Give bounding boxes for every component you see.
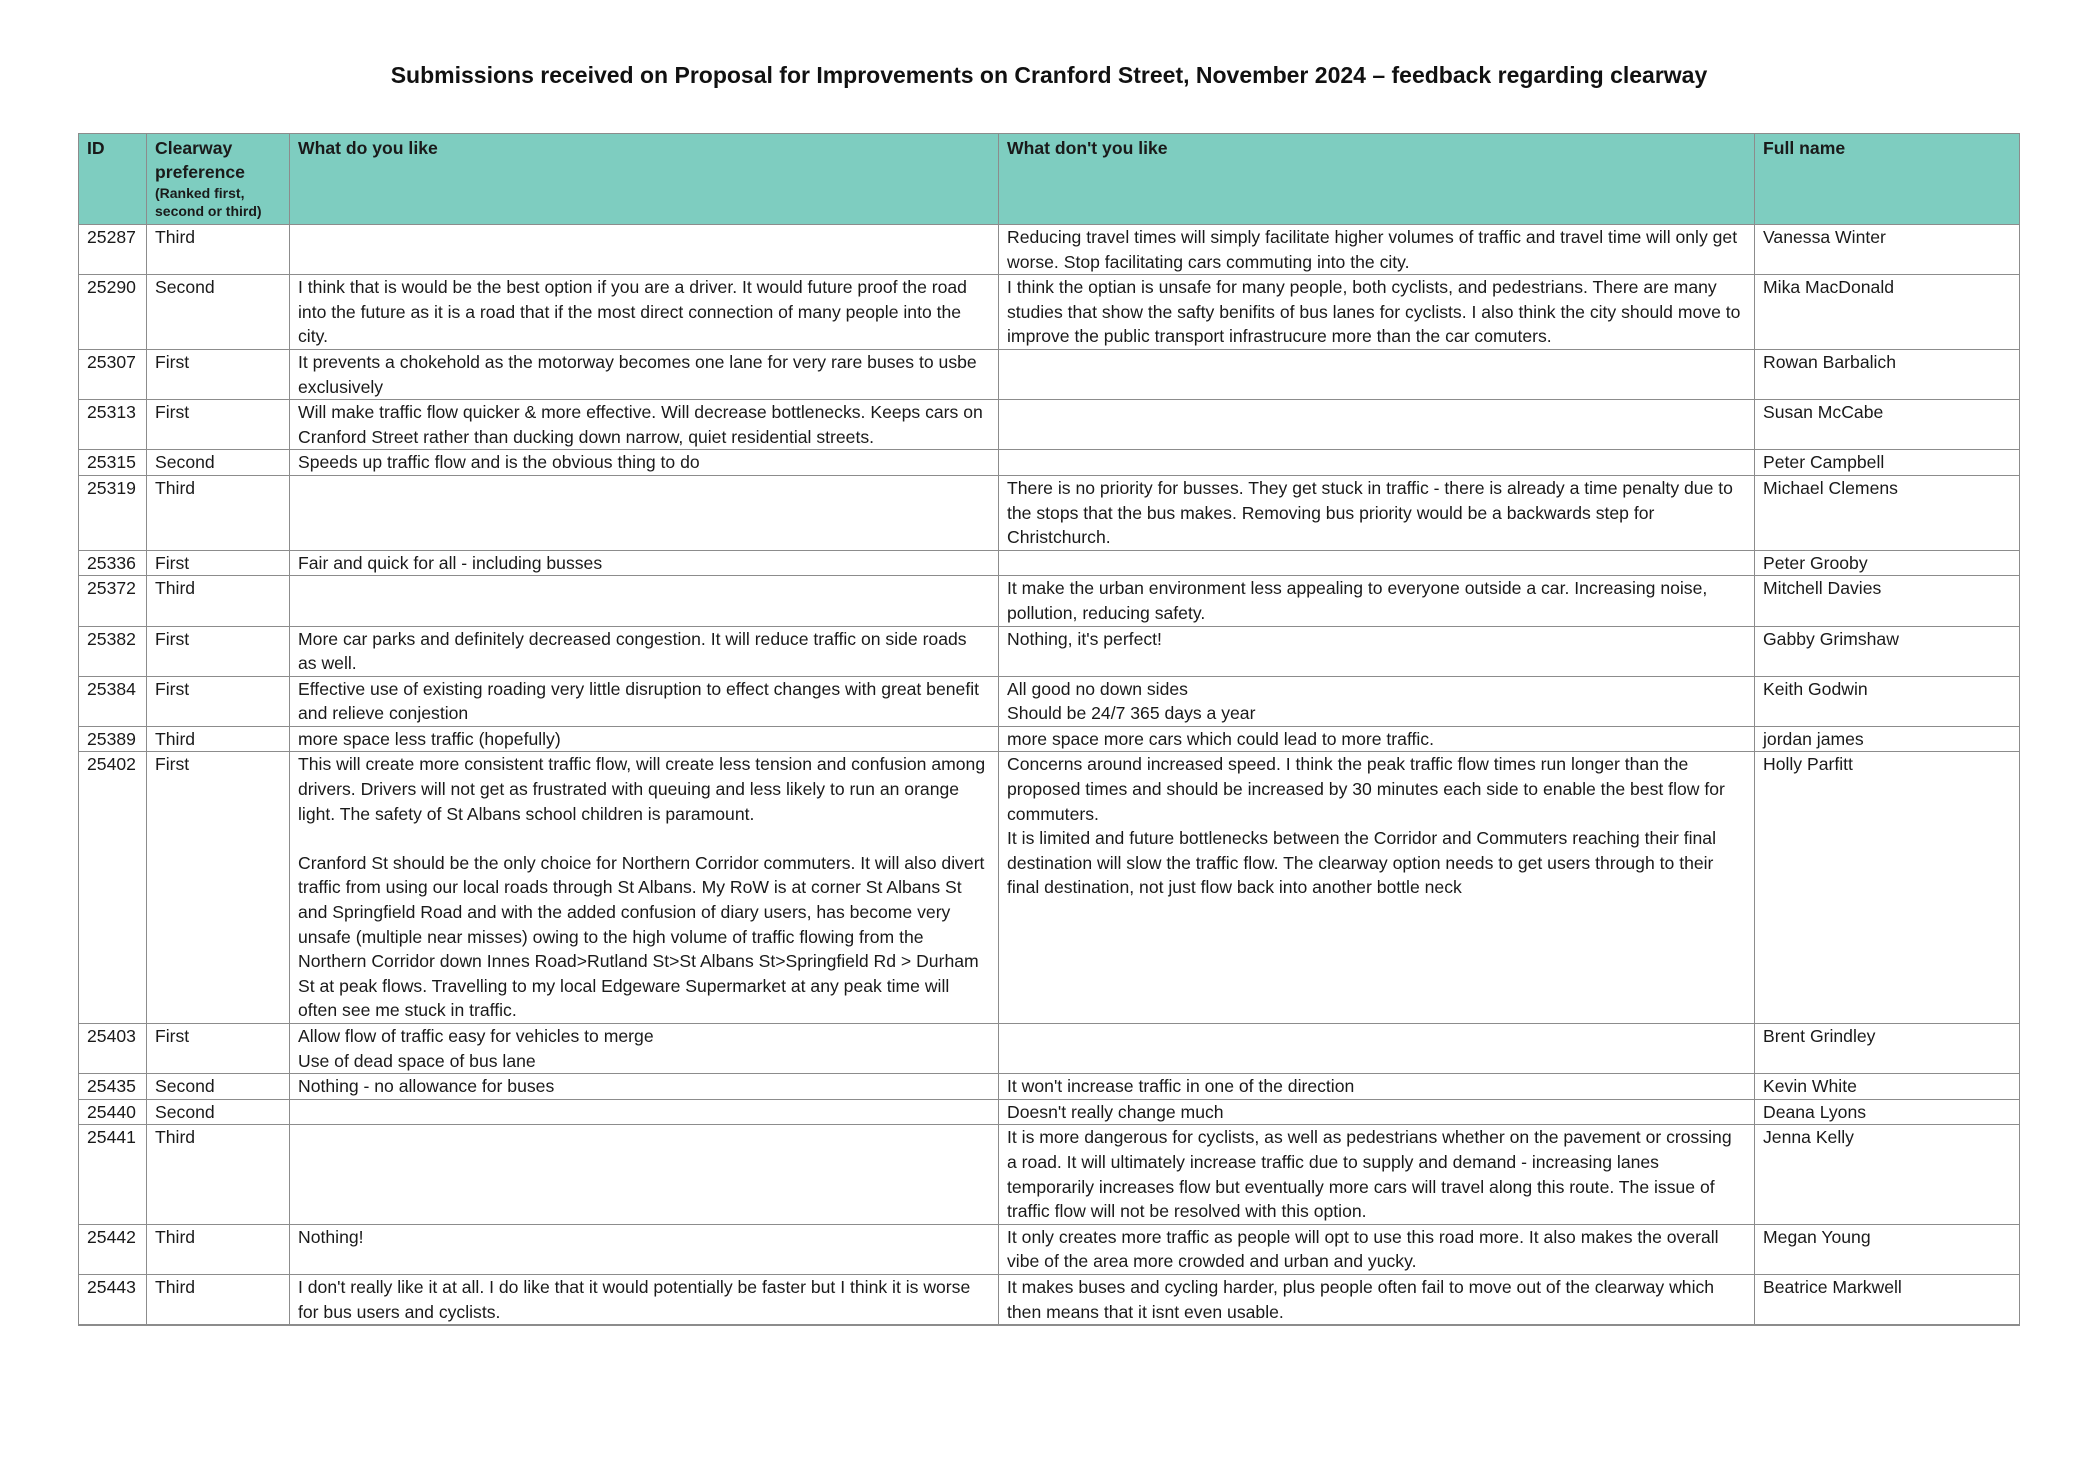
cell-name: Mitchell Davies bbox=[1755, 576, 2020, 626]
table-row bbox=[79, 752, 2020, 1024]
table-row bbox=[79, 1074, 2020, 1100]
cell-preference: First bbox=[147, 752, 290, 1024]
cell-preference: Second bbox=[147, 275, 290, 350]
cell-name: Brent Grindley bbox=[1755, 1024, 2020, 1074]
cell-name: Kevin White bbox=[1755, 1074, 2020, 1100]
table-row bbox=[79, 1024, 2020, 1074]
cell-preference: Third bbox=[147, 1224, 290, 1274]
submissions-table bbox=[78, 133, 2020, 1326]
cell-id: 25435 bbox=[79, 1074, 147, 1100]
cell-like: Fair and quick for all - including busses bbox=[290, 550, 999, 576]
header-preference-note: (Ranked first, second or third) bbox=[155, 185, 262, 219]
cell-preference: Third bbox=[147, 225, 290, 275]
table-row bbox=[79, 1224, 2020, 1274]
table-row bbox=[79, 726, 2020, 752]
cell-dislike bbox=[999, 400, 1755, 450]
table-header-row bbox=[79, 134, 2020, 225]
page-title: Submissions received on Proposal for Improvements on Cranford Street, November 2024 – feedback regarding clearway bbox=[390, 62, 1708, 88]
cell-preference: First bbox=[147, 1024, 290, 1074]
table-row bbox=[79, 275, 2020, 350]
table-row bbox=[79, 576, 2020, 626]
cell-preference: Third bbox=[147, 1125, 290, 1224]
cell-preference: First bbox=[147, 349, 290, 399]
cell-id: 25290 bbox=[79, 275, 147, 350]
header-id: ID bbox=[79, 134, 147, 225]
cell-preference: Third bbox=[147, 576, 290, 626]
cell-id: 25372 bbox=[79, 576, 147, 626]
header-what-you-dont-like: What don't you like bbox=[999, 134, 1755, 225]
cell-name: Michael Clemens bbox=[1755, 475, 2020, 550]
cell-dislike bbox=[999, 1325, 1755, 1326]
cell-like: It prevents a chokehold as the motorway becomes one lane for very rare buses to usbe exclusively bbox=[290, 349, 999, 399]
cell-id: 25441 bbox=[79, 1125, 147, 1224]
cell-id: 25440 bbox=[79, 1099, 147, 1125]
cell-id: 25336 bbox=[79, 550, 147, 576]
cell-id bbox=[79, 1325, 147, 1326]
table-row bbox=[79, 676, 2020, 726]
cell-name: Peter Campbell bbox=[1755, 450, 2020, 476]
cell-id: 25287 bbox=[79, 225, 147, 275]
cell-like: Nothing! bbox=[290, 1224, 999, 1274]
table-row bbox=[79, 1125, 2020, 1224]
cell-preference: First bbox=[147, 400, 290, 450]
cell-dislike: It makes buses and cycling harder, plus people often fail to move out of the clearway which then means that it isnt even usable. bbox=[999, 1274, 1755, 1324]
cell-name: jordan james bbox=[1755, 726, 2020, 752]
cell-like bbox=[290, 1325, 999, 1326]
cell-like: I think that is would be the best option if you are a driver. It would future proof the road into the future as it is a road that if the most direct connection of many people into the city. bbox=[290, 275, 999, 350]
cell-like: More car parks and definitely decreased congestion. It will reduce traffic on side roads as well. bbox=[290, 626, 999, 676]
cell-preference: Third bbox=[147, 1274, 290, 1324]
cell-preference: Second bbox=[147, 1074, 290, 1100]
cell-id: 25443 bbox=[79, 1274, 147, 1324]
cell-name: Mika MacDonald bbox=[1755, 275, 2020, 350]
cell-dislike bbox=[999, 1024, 1755, 1074]
cell-id: 25382 bbox=[79, 626, 147, 676]
cell-like: more space less traffic (hopefully) bbox=[290, 726, 999, 752]
table-row bbox=[79, 400, 2020, 450]
cell-like bbox=[290, 576, 999, 626]
cell-dislike: Doesn't really change much bbox=[999, 1099, 1755, 1125]
cell-name: Peter Grooby bbox=[1755, 550, 2020, 576]
cell-preference bbox=[147, 1325, 290, 1326]
cell-dislike bbox=[999, 450, 1755, 476]
cell-dislike: I think the optian is unsafe for many people, both cyclists, and pedestrians. There are many studies that show the safty benifits of bus lanes for cyclists. I also think the city should move to improve the public transport infrastrucure more than the car comuters. bbox=[999, 275, 1755, 350]
cell-name: Megan Young bbox=[1755, 1224, 2020, 1274]
cell-dislike: Nothing, it's perfect! bbox=[999, 626, 1755, 676]
cell-like: Nothing - no allowance for buses bbox=[290, 1074, 999, 1100]
cell-id: 25313 bbox=[79, 400, 147, 450]
cell-like: Will make traffic flow quicker & more effective. Will decrease bottlenecks. Keeps cars on Cranford Street rather than ducking down narrow, quiet residential streets. bbox=[290, 400, 999, 450]
cell-preference: Third bbox=[147, 726, 290, 752]
cell-id: 25307 bbox=[79, 349, 147, 399]
cell-id: 25315 bbox=[79, 450, 147, 476]
cell-preference: Second bbox=[147, 450, 290, 476]
cell-dislike: Reducing travel times will simply facilitate higher volumes of traffic and travel time will only get worse. Stop facilitating cars commuting into the city. bbox=[999, 225, 1755, 275]
table-row bbox=[79, 626, 2020, 676]
table-row bbox=[79, 450, 2020, 476]
table-row bbox=[79, 550, 2020, 576]
cell-dislike: Concerns around increased speed. I think the peak traffic flow times run longer than the proposed times and should be increased by 30 minutes each side to enable the best flow for commuters. It is limited and future bottlenecks between the Corridor and Commuters reaching their final destination will slow the traffic flow. The clearway option needs to get users through to their final destination, not just flow back into another bottle neck bbox=[999, 752, 1755, 1024]
cell-like: I don't really like it at all. I do like that it would potentially be faster but I think it is worse for bus users and cyclists. bbox=[290, 1274, 999, 1324]
table-row bbox=[79, 475, 2020, 550]
cell-name: Holly Parfitt bbox=[1755, 752, 2020, 1024]
cell-preference: Second bbox=[147, 1099, 290, 1125]
cell-dislike: more space more cars which could lead to more traffic. bbox=[999, 726, 1755, 752]
cell-name: Jenna Kelly bbox=[1755, 1125, 2020, 1224]
cell-dislike bbox=[999, 349, 1755, 399]
header-preference-label: Clearway preference bbox=[155, 138, 245, 182]
cell-like: Effective use of existing roading very little disruption to effect changes with great benefit and relieve conjestion bbox=[290, 676, 999, 726]
cell-name: Beatrice Markwell bbox=[1755, 1274, 2020, 1324]
table-row bbox=[79, 1099, 2020, 1125]
cell-dislike: It won't increase traffic in one of the direction bbox=[999, 1074, 1755, 1100]
cell-dislike: There is no priority for busses. They get stuck in traffic - there is already a time penalty due to the stops that the bus makes. Removing bus priority would be a backwards step for Christchurch. bbox=[999, 475, 1755, 550]
cell-like bbox=[290, 475, 999, 550]
table-body bbox=[79, 225, 2020, 1326]
cell-name: Gabby Grimshaw bbox=[1755, 626, 2020, 676]
cell-id: 25442 bbox=[79, 1224, 147, 1274]
cell-like bbox=[290, 1125, 999, 1224]
cell-like: This will create more consistent traffic flow, will create less tension and confusion among drivers. Drivers will not get as frustrated with queuing and less likely to run an orange light. The safety of St Albans school children is paramount. Cranford St should be the only choice for Northern Corridor commuters. It will also divert traffic from using our local roads through St Albans. My RoW is at corner St Albans St and Springfield Road and with the added confusion of diary users, has become very unsafe (multiple near misses) owing to the high volume of traffic flowing from the Northern Corridor down Innes Road>Rutland St>St Albans St>Springfield Rd > Durham St at peak flows. Travelling to my local Edgeware Supermarket at any peak time will often see me stuck in traffic. bbox=[290, 752, 999, 1024]
table-row bbox=[79, 225, 2020, 275]
cell-preference: First bbox=[147, 626, 290, 676]
cell-id: 25402 bbox=[79, 752, 147, 1024]
cell-name: Rowan Barbalich bbox=[1755, 349, 2020, 399]
header-clearway-preference bbox=[147, 134, 290, 225]
cell-dislike: It only creates more traffic as people will opt to use this road more. It also makes the overall vibe of the area more crowded and urban and yucky. bbox=[999, 1224, 1755, 1274]
cell-id: 25384 bbox=[79, 676, 147, 726]
cell-name: Keith Godwin bbox=[1755, 676, 2020, 726]
cell-like bbox=[290, 1099, 999, 1125]
table-row bbox=[79, 1325, 2020, 1326]
cell-like bbox=[290, 225, 999, 275]
cell-preference: First bbox=[147, 676, 290, 726]
cell-id: 25319 bbox=[79, 475, 147, 550]
header-full-name: Full name bbox=[1755, 134, 2020, 225]
cell-name bbox=[1755, 1325, 2020, 1326]
cell-preference: First bbox=[147, 550, 290, 576]
cell-name: Susan McCabe bbox=[1755, 400, 2020, 450]
cell-like: Speeds up traffic flow and is the obvious thing to do bbox=[290, 450, 999, 476]
cell-dislike: All good no down sides Should be 24/7 365 days a year bbox=[999, 676, 1755, 726]
cell-id: 25389 bbox=[79, 726, 147, 752]
cell-preference: Third bbox=[147, 475, 290, 550]
header-what-you-like: What do you like bbox=[290, 134, 999, 225]
cell-name: Vanessa Winter bbox=[1755, 225, 2020, 275]
table-row bbox=[79, 349, 2020, 399]
cell-dislike: It is more dangerous for cyclists, as well as pedestrians whether on the pavement or crossing a road. It will ultimately increase traffic due to supply and demand - increasing lanes temporarily increases flow but eventually more cars will travel along this route. The issue of traffic flow will not be resolved with this option. bbox=[999, 1125, 1755, 1224]
cell-dislike bbox=[999, 550, 1755, 576]
cell-name: Deana Lyons bbox=[1755, 1099, 2020, 1125]
cell-like: Allow flow of traffic easy for vehicles to merge Use of dead space of bus lane bbox=[290, 1024, 999, 1074]
cell-dislike: It make the urban environment less appealing to everyone outside a car. Increasing noise, pollution, reducing safety. bbox=[999, 576, 1755, 626]
table-row bbox=[79, 1274, 2020, 1324]
cell-id: 25403 bbox=[79, 1024, 147, 1074]
